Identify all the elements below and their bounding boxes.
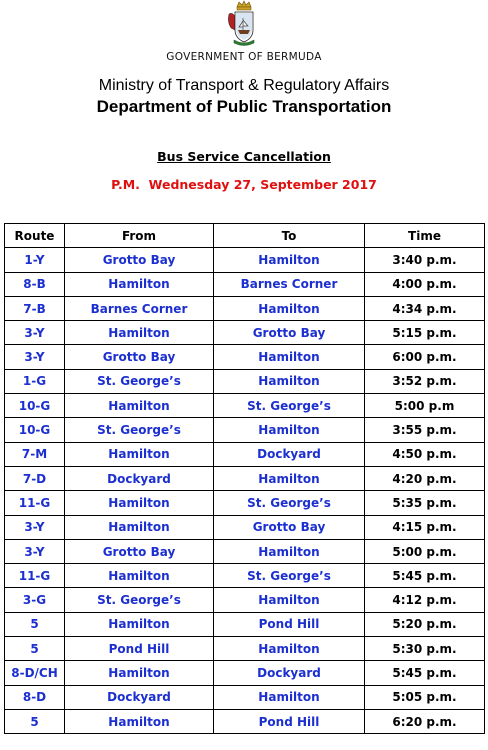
time-cell: 5:30 p.m.	[365, 637, 485, 661]
to-cell: Hamilton	[214, 345, 365, 369]
from-cell: Grotto Bay	[65, 248, 214, 272]
table-row	[5, 442, 485, 466]
time-cell: 5:00 p.m	[365, 394, 485, 418]
time-cell: 5:45 p.m.	[365, 564, 485, 588]
time-cell: 3:52 p.m.	[365, 369, 485, 393]
from-cell: St. George’s	[65, 588, 214, 612]
route-cell: 5	[5, 637, 65, 661]
route-cell: 3-G	[5, 588, 65, 612]
table-row	[5, 394, 485, 418]
time-cell: 5:45 p.m.	[365, 661, 485, 685]
table-row	[5, 612, 485, 636]
column-header-to: To	[214, 224, 365, 248]
table-row	[5, 466, 485, 490]
time-cell: 3:55 p.m.	[365, 418, 485, 442]
route-cell: 8-B	[5, 272, 65, 296]
route-cell: 11-G	[5, 491, 65, 515]
cancellation-table	[4, 223, 485, 734]
to-cell: Dockyard	[214, 442, 365, 466]
table-row	[5, 491, 485, 515]
from-cell: Hamilton	[65, 394, 214, 418]
to-cell: St. George’s	[214, 394, 365, 418]
to-cell: St. George’s	[214, 491, 365, 515]
table-row	[5, 539, 485, 563]
time-cell: 6:20 p.m.	[365, 709, 485, 733]
column-header-time: Time	[365, 224, 485, 248]
table-row	[5, 296, 485, 320]
column-header-from: From	[65, 224, 214, 248]
to-cell: St. George’s	[214, 564, 365, 588]
time-cell: 4:15 p.m.	[365, 515, 485, 539]
time-cell: 3:40 p.m.	[365, 248, 485, 272]
to-cell: Dockyard	[214, 661, 365, 685]
time-cell: 4:00 p.m.	[365, 272, 485, 296]
from-cell: Hamilton	[65, 321, 214, 345]
route-cell: 8-D	[5, 685, 65, 709]
time-cell: 5:00 p.m.	[365, 539, 485, 563]
to-cell: Hamilton	[214, 369, 365, 393]
route-cell: 8-D/CH	[5, 661, 65, 685]
table-row	[5, 637, 485, 661]
from-cell: St. George’s	[65, 418, 214, 442]
bermuda-coat-of-arms-icon	[226, 0, 262, 46]
route-cell: 5	[5, 709, 65, 733]
from-cell: Barnes Corner	[65, 296, 214, 320]
table-header-row	[5, 224, 485, 248]
department-name: Department of Public Transportation	[96, 97, 392, 116]
table-row	[5, 321, 485, 345]
to-cell: Hamilton	[214, 418, 365, 442]
from-cell: Hamilton	[65, 564, 214, 588]
route-cell: 3-Y	[5, 515, 65, 539]
route-cell: 10-G	[5, 418, 65, 442]
table-row	[5, 515, 485, 539]
time-cell: 4:50 p.m.	[365, 442, 485, 466]
route-cell: 7-B	[5, 296, 65, 320]
notice-title: Bus Service Cancellation	[157, 149, 331, 164]
to-cell: Pond Hill	[214, 709, 365, 733]
to-cell: Hamilton	[214, 637, 365, 661]
table-row	[5, 272, 485, 296]
to-cell: Pond Hill	[214, 612, 365, 636]
government-name: GOVERNMENT OF BERMUDA	[166, 51, 322, 63]
route-cell: 3-Y	[5, 539, 65, 563]
notice-date: P.M. Wednesday 27, September 2017	[111, 177, 377, 192]
ministry-name: Ministry of Transport & Regulatory Affairs	[98, 77, 390, 94]
to-cell: Hamilton	[214, 248, 365, 272]
table-row	[5, 685, 485, 709]
from-cell: Dockyard	[65, 466, 214, 490]
table-row	[5, 345, 485, 369]
from-cell: Hamilton	[65, 709, 214, 733]
from-cell: Hamilton	[65, 491, 214, 515]
table-row	[5, 564, 485, 588]
time-cell: 5:15 p.m.	[365, 321, 485, 345]
from-cell: Dockyard	[65, 685, 214, 709]
to-cell: Hamilton	[214, 685, 365, 709]
table-row	[5, 709, 485, 733]
table-row	[5, 661, 485, 685]
to-cell: Barnes Corner	[214, 272, 365, 296]
route-cell: 7-D	[5, 466, 65, 490]
table-row	[5, 418, 485, 442]
from-cell: Hamilton	[65, 442, 214, 466]
to-cell: Hamilton	[214, 466, 365, 490]
table-row	[5, 588, 485, 612]
from-cell: Grotto Bay	[65, 345, 214, 369]
time-cell: 5:20 p.m.	[365, 612, 485, 636]
from-cell: Hamilton	[65, 515, 214, 539]
route-cell: 5	[5, 612, 65, 636]
time-cell: 4:20 p.m.	[365, 466, 485, 490]
route-cell: 1-G	[5, 369, 65, 393]
time-cell: 5:35 p.m.	[365, 491, 485, 515]
from-cell: Hamilton	[65, 661, 214, 685]
route-cell: 1-Y	[5, 248, 65, 272]
time-cell: 4:12 p.m.	[365, 588, 485, 612]
from-cell: Grotto Bay	[65, 539, 214, 563]
route-cell: 3-Y	[5, 345, 65, 369]
column-header-route: Route	[5, 224, 65, 248]
table-row	[5, 369, 485, 393]
time-cell: 4:34 p.m.	[365, 296, 485, 320]
to-cell: Grotto Bay	[214, 515, 365, 539]
to-cell: Hamilton	[214, 539, 365, 563]
from-cell: Pond Hill	[65, 637, 214, 661]
to-cell: Hamilton	[214, 588, 365, 612]
from-cell: St. George’s	[65, 369, 214, 393]
to-cell: Hamilton	[214, 296, 365, 320]
route-cell: 11-G	[5, 564, 65, 588]
route-cell: 7-M	[5, 442, 65, 466]
time-cell: 5:05 p.m.	[365, 685, 485, 709]
time-cell: 6:00 p.m.	[365, 345, 485, 369]
from-cell: Hamilton	[65, 612, 214, 636]
from-cell: Hamilton	[65, 272, 214, 296]
to-cell: Grotto Bay	[214, 321, 365, 345]
route-cell: 10-G	[5, 394, 65, 418]
table-row	[5, 248, 485, 272]
route-cell: 3-Y	[5, 321, 65, 345]
